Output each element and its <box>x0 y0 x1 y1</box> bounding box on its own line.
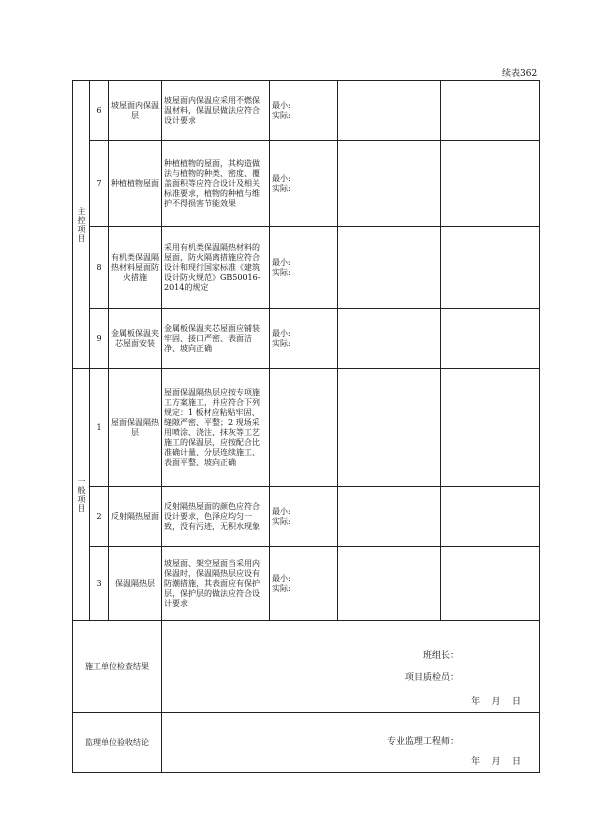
actual-label: 实际: <box>272 338 291 348</box>
result-cell[interactable] <box>441 309 540 369</box>
item-number: 7 <box>90 141 109 227</box>
record-cell[interactable] <box>338 309 441 369</box>
min-label: 最小: <box>272 573 291 583</box>
result-cell[interactable] <box>441 547 540 621</box>
item-requirement: 坡屋面内保温应采用不燃保温材料，保温层做法应符合设计要求 <box>162 81 270 141</box>
item-name: 坡屋面内保温层 <box>109 81 162 141</box>
min-label: 最小: <box>272 328 291 338</box>
construction-row <box>73 621 540 713</box>
table-row <box>73 487 540 547</box>
supervision-date: 年 月 日 <box>471 757 521 767</box>
item-name: 反射隔热屋面 <box>109 487 162 547</box>
record-cell[interactable] <box>338 141 441 227</box>
item-name: 种植植物屋面 <box>109 141 162 227</box>
table-row <box>73 309 540 369</box>
record-cell[interactable] <box>338 369 441 487</box>
measure-cell <box>270 141 338 227</box>
measure-cell <box>270 227 338 309</box>
measure-cell <box>270 547 338 621</box>
result-cell[interactable] <box>441 487 540 547</box>
result-cell[interactable] <box>441 227 540 309</box>
item-name: 金属板保温夹芯屋面安装 <box>109 309 162 369</box>
item-number: 6 <box>90 81 109 141</box>
measure-cell <box>270 369 338 487</box>
actual-label: 实际: <box>272 183 291 193</box>
item-requirement: 坡屋面、架空屋面当采用内保温时，保温隔热层应设有防潮措施，其表面应有保护层，保护层的做法应符合设计要求 <box>162 547 270 621</box>
actual-label: 实际: <box>272 110 291 120</box>
actual-label: 实际: <box>272 516 291 526</box>
item-number: 1 <box>90 369 109 487</box>
inspection-table <box>72 80 540 773</box>
supervision-row <box>73 713 540 773</box>
item-number: 8 <box>90 227 109 309</box>
item-number: 9 <box>90 309 109 369</box>
quality-inspector-label: 项目质检员： <box>404 673 459 683</box>
result-cell[interactable] <box>441 81 540 141</box>
item-number: 3 <box>90 547 109 621</box>
result-cell[interactable] <box>441 369 540 487</box>
min-label: 最小: <box>272 173 291 183</box>
item-requirement: 金属板保温夹芯屋面应铺装牢固、接口严密、表面洁净、坡向正确 <box>162 309 270 369</box>
measure-cell <box>270 81 338 141</box>
item-number: 2 <box>90 487 109 547</box>
item-name: 保温隔热层 <box>109 547 162 621</box>
continuation-label: 续表362 <box>502 69 538 79</box>
record-cell[interactable] <box>338 81 441 141</box>
section-general: 一般项目 <box>73 369 90 621</box>
item-requirement: 屋面保温隔热层应按专项施工方案施工，并应符合下列规定：1 板材应粘贴牢固、缝隙严密、平整；2 现场采用喷涂、浇注、抹灰等工艺施工的保温层，应按配合比准确计量、分层连续施工、表面平整、坡向正确 <box>162 369 270 487</box>
item-name: 屋面保温隔热层 <box>109 369 162 487</box>
item-requirement: 反射隔热屋面的颜色应符合设计要求，色泽应均匀一致，没有污迹，无积水现象 <box>162 487 270 547</box>
construction-signoff[interactable] <box>162 621 540 713</box>
actual-label: 实际: <box>272 267 291 277</box>
supervision-signoff[interactable] <box>162 713 540 773</box>
table-row <box>73 547 540 621</box>
min-label: 最小: <box>272 100 291 110</box>
item-name: 有机类保温隔热材料屋面防火措施 <box>109 227 162 309</box>
measure-cell <box>270 487 338 547</box>
record-cell[interactable] <box>338 227 441 309</box>
item-requirement: 采用有机类保温隔热材料的屋面，防火隔离措施应符合设计和现行国家标准《建筑设计防火规范》GB50016-2014的规定 <box>162 227 270 309</box>
measure-cell <box>270 309 338 369</box>
table-row <box>73 369 540 487</box>
construction-label: 施工单位检查结果 <box>73 621 162 713</box>
table-row <box>73 81 540 141</box>
table-row <box>73 227 540 309</box>
result-cell[interactable] <box>441 141 540 227</box>
supervision-label: 监理单位验收结论 <box>73 713 162 773</box>
team-leader-label: 班组长： <box>422 651 459 661</box>
item-requirement: 种植植物的屋面，其构造做法与植物的种类、密度、覆盖面积等应符合设计及相关标准要求，植物的种植与维护不得损害节能效果 <box>162 141 270 227</box>
table-row <box>73 141 540 227</box>
section-main: 主控项目 <box>73 81 90 369</box>
supervising-engineer-label: 专业监理工程师： <box>386 737 459 747</box>
construction-date: 年 月 日 <box>471 697 521 707</box>
record-cell[interactable] <box>338 487 441 547</box>
min-label: 最小: <box>272 506 291 516</box>
record-cell[interactable] <box>338 547 441 621</box>
actual-label: 实际: <box>272 583 291 593</box>
min-label: 最小: <box>272 257 291 267</box>
